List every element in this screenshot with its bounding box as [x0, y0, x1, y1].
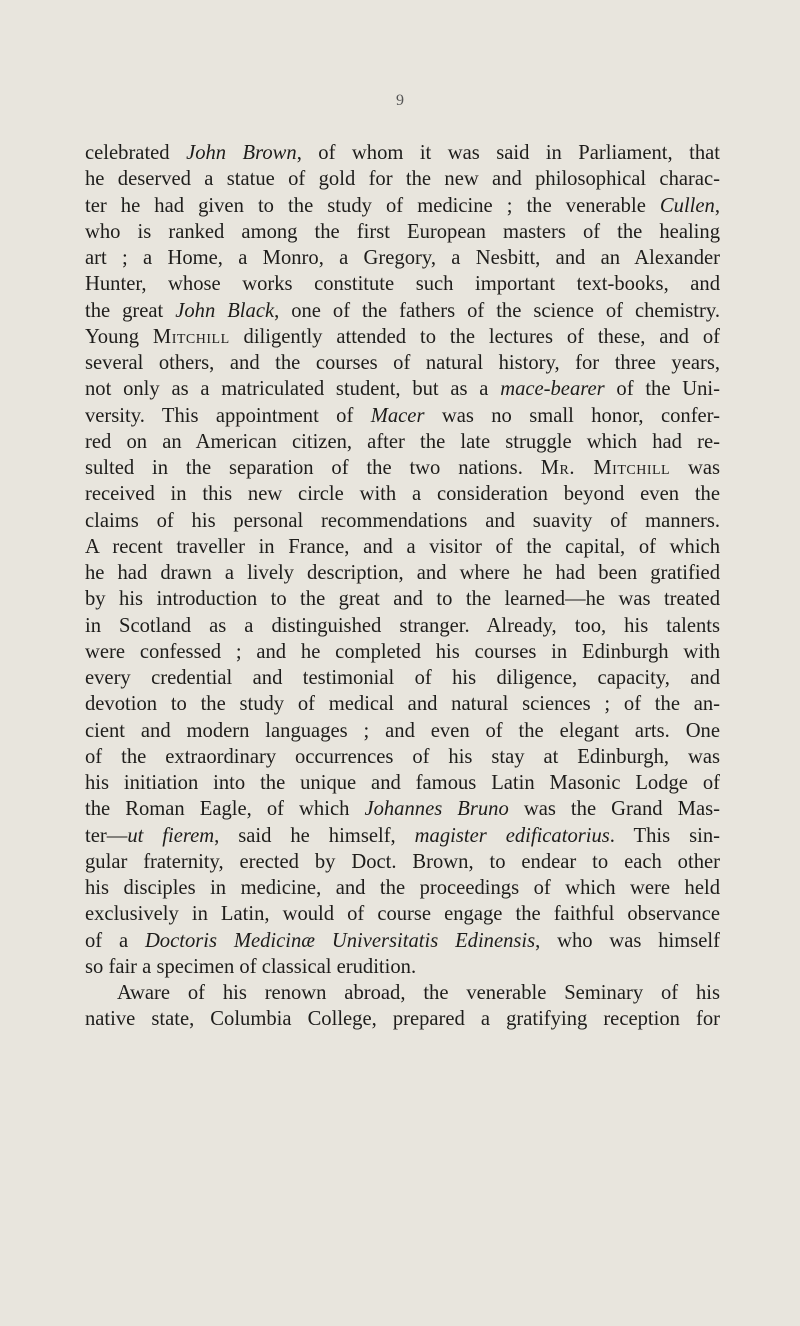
text-run: was no small honor, confer-: [424, 404, 720, 427]
text-run: of the extraordinary occurrences of his stay at Edinburgh, was: [85, 745, 720, 768]
text-run: he had drawn a lively description, and where he had been gratified: [85, 562, 720, 584]
italic-text: magister edificatorius: [414, 824, 610, 847]
italic-text: mace-bearer: [500, 378, 605, 401]
text-line: [85, 823, 720, 849]
text-line: [85, 298, 720, 324]
text-run: by his introduction to the great and to the learned—he was treated: [85, 588, 720, 611]
text-run: was: [670, 457, 720, 479]
text-line: [85, 849, 720, 875]
body-text: [85, 140, 720, 1033]
text-run: claims of his personal recommendations and suavity of manners.: [85, 509, 720, 532]
text-line: [85, 481, 720, 507]
text-run: he deserved a statue of gold for the new and philosophical charac-: [85, 168, 720, 191]
text-run: cient and modern languages ; and even of the elegant arts. One: [85, 719, 720, 742]
text-run: so fair a specimen of classical erudition.: [85, 955, 417, 978]
text-run: was the Grand Mas-: [508, 798, 720, 821]
text-run: the great: [85, 299, 176, 322]
text-line: [85, 744, 720, 770]
text-line: [85, 586, 720, 612]
text-line: [85, 219, 720, 245]
text-line: [85, 796, 720, 822]
italic-text: John Black: [175, 299, 275, 322]
text-line: [85, 193, 720, 219]
text-line: [85, 875, 720, 901]
page-number: 9: [396, 92, 404, 109]
text-run: devotion to the study of medical and natural sciences ; of the an-: [85, 693, 720, 716]
italic-text: Cullen: [659, 194, 715, 217]
text-line: [85, 534, 720, 560]
text-run: the Roman Eagle, of which: [85, 798, 365, 821]
text-line: [85, 350, 720, 376]
text-run: , one of the fathers of the science of chemistry.: [274, 299, 720, 322]
italic-text: Doctoris Medicinæ Universitatis Edinensis: [144, 929, 536, 952]
text-line: [85, 376, 720, 402]
text-line: [85, 691, 720, 717]
text-run: his disciples in medicine, and the proceedings of which were held: [85, 877, 720, 899]
text-run: Aware of his renown abroad, the venerable Seminary of his: [117, 982, 720, 1004]
text-run: Young: [85, 325, 153, 348]
text-run: several others, and the courses of natural history, for three years,: [85, 352, 720, 374]
text-run: ter—: [85, 824, 128, 847]
text-line: [85, 639, 720, 665]
text-run: every credential and testimonial of his diligence, capacity, and: [85, 667, 720, 689]
text-run: Hunter, whose works constitute such important text-books, and: [85, 273, 720, 296]
text-run: , who was himself: [535, 929, 721, 952]
text-run: . This sin-: [609, 824, 720, 847]
text-line: [85, 770, 720, 796]
text-run: his initiation into the unique and famous Latin Masonic Lodge of: [85, 772, 720, 794]
text-line: [85, 166, 720, 192]
italic-text: Macer: [370, 404, 425, 427]
text-line: [85, 245, 720, 271]
text-run: exclusively in Latin, would of course engage the faithful observance: [85, 903, 720, 926]
text-run: in Scotland as a distinguished stranger. Already, too, his talents: [85, 614, 720, 637]
text-line: [85, 1006, 720, 1032]
small-caps-name: Mr. Mitchill: [540, 457, 671, 479]
text-line: [85, 954, 720, 980]
text-run: celebrated: [85, 142, 187, 164]
text-line: [85, 508, 720, 534]
text-line: [85, 980, 720, 1006]
text-run: , of whom it was said in Parliament, that: [296, 142, 720, 164]
text-line: [85, 560, 720, 586]
text-run: versity. This appointment of: [85, 404, 371, 427]
text-run: A recent traveller in France, and a visitor of the capital, of which: [85, 535, 720, 558]
text-line: [85, 665, 720, 691]
small-caps-name: Mitchill: [152, 325, 230, 348]
text-line: [85, 613, 720, 639]
text-run: of the Uni-: [604, 378, 720, 401]
text-run: ,: [714, 194, 720, 217]
text-run: sulted in the separation of the two nations.: [85, 457, 541, 479]
text-run: native state, Columbia College, prepared a gratifying reception for: [85, 1008, 720, 1031]
text-run: not only as a matriculated student, but as a: [85, 378, 501, 401]
italic-text: John Brown: [186, 142, 297, 164]
text-run: , said he himself,: [214, 824, 415, 847]
italic-text: Johannes Bruno: [364, 798, 509, 821]
italic-text: ut fierem: [127, 824, 215, 847]
text-run: received in this new circle with a consideration beyond even the: [85, 483, 720, 506]
text-run: ter he had given to the study of medicine ; the venerable: [85, 194, 660, 217]
text-run: were confessed ; and he completed his courses in Edinburgh with: [85, 640, 720, 663]
text-line: [85, 271, 720, 297]
text-line: [85, 901, 720, 927]
text-run: gular fraternity, erected by Doct. Brown, to endear to each other: [85, 850, 720, 873]
text-run: diligently attended to the lectures of these, and of: [229, 325, 720, 348]
text-run: who is ranked among the first European masters of the healing: [85, 220, 720, 243]
text-line: [85, 455, 720, 481]
text-run: art ; a Home, a Monro, a Gregory, a Nesbitt, and an Alexander: [85, 247, 720, 269]
text-line: [85, 429, 720, 455]
text-line: [85, 718, 720, 744]
text-line: [85, 140, 720, 166]
text-line: [85, 403, 720, 429]
text-line: [85, 928, 720, 954]
text-run: of a: [85, 929, 145, 952]
text-line: [85, 324, 720, 350]
text-run: red on an American citizen, after the late struggle which had re-: [85, 430, 720, 453]
